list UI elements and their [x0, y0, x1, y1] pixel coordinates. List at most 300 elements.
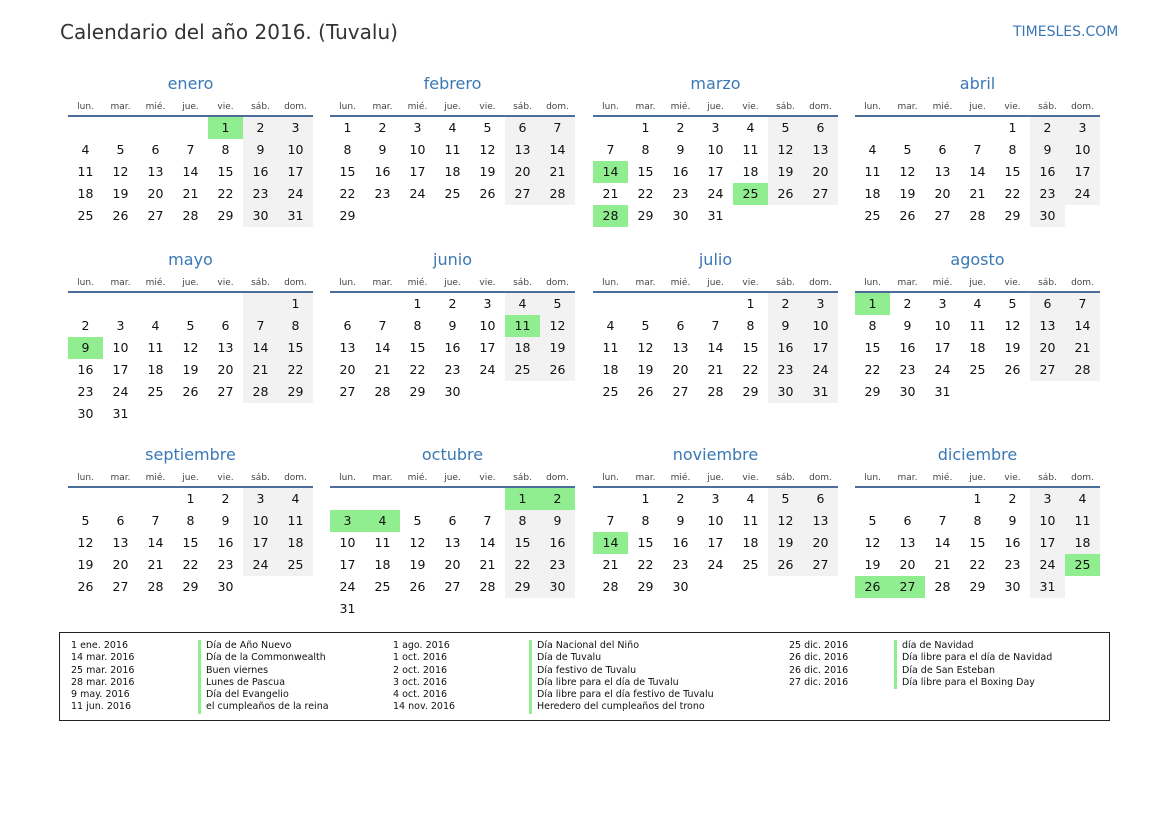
- week-row: [855, 161, 1100, 183]
- day-cell: 6: [151, 142, 160, 157]
- weekday-label: mar.: [635, 473, 656, 483]
- holiday-day-cell: 28: [593, 205, 628, 227]
- day-cell: 6: [803, 117, 838, 139]
- legend-holiday-name: Día libre para el día de Tuvalu: [529, 677, 714, 689]
- day-cell: 13: [505, 139, 540, 161]
- day-cell: 30: [243, 205, 278, 227]
- day-cell: 5: [768, 117, 803, 139]
- day-cell: 29: [409, 384, 426, 399]
- week-row: [855, 359, 1100, 381]
- weekday-label: sáb.: [776, 102, 795, 112]
- day-cell: 19: [479, 164, 496, 179]
- week-row: [330, 488, 575, 510]
- empty-day-cell: [470, 488, 505, 510]
- day-cell: 24: [934, 362, 951, 377]
- legend-date: 28 mar. 2016: [71, 676, 135, 688]
- day-cell: 26: [409, 579, 426, 594]
- day-cell: 28: [969, 208, 986, 223]
- week-row: [68, 381, 313, 403]
- weekday-label: vie.: [1004, 102, 1021, 112]
- week-row: [593, 183, 838, 205]
- day-cell: 16: [1004, 535, 1021, 550]
- legend-holiday-name: Día Nacional del Niño: [529, 640, 714, 652]
- day-cell: 16: [672, 535, 689, 550]
- day-cell: 16: [899, 340, 916, 355]
- day-cell: 25: [969, 362, 986, 377]
- day-cell: 28: [147, 579, 164, 594]
- empty-day-cell: [103, 293, 138, 315]
- legend-col-1-dates: [71, 640, 134, 714]
- empty-day-cell: [768, 576, 803, 598]
- day-cell: 17: [112, 362, 129, 377]
- day-cell: 7: [186, 142, 195, 157]
- weekday-label: lun.: [864, 473, 881, 483]
- month-name: diciembre: [937, 445, 1018, 464]
- holiday-legend: [59, 632, 1110, 721]
- weekday-label: dom.: [1071, 278, 1094, 288]
- day-cell: 3: [278, 117, 313, 139]
- day-cell: 9: [903, 318, 912, 333]
- day-cell: 23: [672, 557, 689, 572]
- day-cell: 26: [768, 554, 803, 576]
- day-cell: 12: [864, 535, 881, 550]
- day-cell: 3: [938, 296, 947, 311]
- empty-day-cell: [803, 576, 838, 598]
- day-cell: 26: [637, 384, 654, 399]
- day-cell: 20: [672, 362, 689, 377]
- day-cell: 22: [409, 362, 426, 377]
- empty-day-cell: [960, 381, 995, 403]
- day-cell: 15: [505, 532, 540, 554]
- weekday-label: mar.: [110, 473, 131, 483]
- weekday-label: mié.: [145, 473, 166, 483]
- legend-holiday-name: Heredero del cumpleaños del trono: [529, 701, 714, 713]
- weekday-label: sáb.: [251, 278, 270, 288]
- day-cell: 27: [505, 183, 540, 205]
- month-octubre: [330, 445, 575, 620]
- week-row: [855, 554, 1100, 576]
- day-cell: 7: [938, 513, 947, 528]
- weekday-label: dom.: [546, 278, 569, 288]
- day-cell: 5: [540, 293, 575, 315]
- day-cell: 1: [746, 296, 755, 311]
- day-cell: 14: [479, 535, 496, 550]
- day-cell: 4: [81, 142, 90, 157]
- day-cell: 28: [243, 381, 278, 403]
- week-row: [855, 293, 1100, 315]
- day-cell: 20: [899, 557, 916, 572]
- day-cell: 9: [676, 513, 685, 528]
- day-cell: 9: [676, 142, 685, 157]
- day-cell: 26: [77, 579, 94, 594]
- legend-holiday-name: Lunes de Pascua: [198, 677, 329, 689]
- day-cell: 27: [934, 208, 951, 223]
- day-cell: 5: [903, 142, 912, 157]
- weekday-label: vie.: [479, 473, 496, 483]
- day-cell: 2: [676, 120, 685, 135]
- legend-col-2-dates: [393, 640, 455, 714]
- day-cell: 15: [742, 340, 759, 355]
- weekday-label: mié.: [932, 473, 953, 483]
- day-cell: 31: [278, 205, 313, 227]
- day-cell: 17: [707, 164, 724, 179]
- empty-day-cell: [593, 488, 628, 510]
- weekday-header: [330, 94, 575, 117]
- weekday-label: sáb.: [1038, 102, 1057, 112]
- day-cell: 26: [479, 186, 496, 201]
- day-cell: 17: [278, 161, 313, 183]
- day-cell: 7: [483, 513, 492, 528]
- day-cell: 13: [147, 164, 164, 179]
- day-cell: 17: [479, 340, 496, 355]
- day-cell: 27: [1030, 359, 1065, 381]
- week-row: [330, 510, 575, 532]
- day-cell: 15: [278, 337, 313, 359]
- day-cell: 31: [707, 208, 724, 223]
- weekday-label: jue.: [444, 102, 461, 112]
- day-cell: 29: [637, 208, 654, 223]
- month-enero: [68, 74, 313, 227]
- empty-day-cell: [173, 293, 208, 315]
- empty-day-cell: [890, 488, 925, 510]
- weekday-label: jue.: [182, 278, 199, 288]
- day-cell: 24: [1065, 183, 1100, 205]
- month-name: abril: [959, 74, 996, 93]
- day-cell: 12: [768, 510, 803, 532]
- week-row: [855, 488, 1100, 510]
- day-cell: 13: [672, 340, 689, 355]
- week-row: [855, 205, 1100, 227]
- day-cell: 22: [217, 186, 234, 201]
- week-row: [593, 554, 838, 576]
- day-cell: 11: [147, 340, 164, 355]
- legend-date: 25 mar. 2016: [71, 664, 135, 676]
- day-cell: 17: [409, 164, 426, 179]
- day-cell: 4: [746, 120, 755, 135]
- day-cell: 8: [278, 315, 313, 337]
- day-cell: 24: [707, 186, 724, 201]
- day-cell: 30: [672, 208, 689, 223]
- weekday-label: dom.: [284, 102, 307, 112]
- weekday-label: dom.: [546, 102, 569, 112]
- week-row: [855, 576, 1100, 598]
- week-row: [68, 205, 313, 227]
- weekday-label: dom.: [1071, 102, 1094, 112]
- week-row: [68, 403, 313, 425]
- week-row: [593, 510, 838, 532]
- month-marzo: [593, 74, 838, 227]
- day-cell: 16: [444, 340, 461, 355]
- weekday-label: mié.: [407, 473, 428, 483]
- weekday-header: [330, 465, 575, 488]
- day-cell: 7: [540, 117, 575, 139]
- weekday-label: mié.: [670, 278, 691, 288]
- day-cell: 15: [637, 535, 654, 550]
- day-cell: 21: [602, 186, 619, 201]
- day-cell: 24: [112, 384, 129, 399]
- week-row: [855, 510, 1100, 532]
- day-cell: 4: [151, 318, 160, 333]
- empty-day-cell: [505, 598, 540, 620]
- month-name: junio: [433, 250, 472, 269]
- day-cell: 26: [899, 208, 916, 223]
- day-cell: 10: [1065, 139, 1100, 161]
- day-cell: 2: [768, 293, 803, 315]
- day-cell: 6: [903, 513, 912, 528]
- empty-day-cell: [540, 381, 575, 403]
- day-cell: 4: [1065, 488, 1100, 510]
- day-cell: 8: [186, 513, 195, 528]
- legend-col-2-names: [529, 640, 714, 714]
- week-row: [330, 598, 575, 620]
- day-cell: 26: [768, 183, 803, 205]
- week-row: [593, 576, 838, 598]
- weekday-label: mié.: [407, 102, 428, 112]
- day-cell: 19: [768, 161, 803, 183]
- day-cell: 26: [540, 359, 575, 381]
- day-cell: 18: [969, 340, 986, 355]
- week-row: [330, 532, 575, 554]
- empty-day-cell: [68, 488, 103, 510]
- day-cell: 10: [278, 139, 313, 161]
- day-cell: 21: [969, 186, 986, 201]
- weekday-label: dom.: [284, 278, 307, 288]
- day-cell: 6: [1030, 293, 1065, 315]
- day-cell: 18: [602, 362, 619, 377]
- day-cell: 9: [448, 318, 457, 333]
- legend-holiday-name: Día libre para el día de Navidad: [894, 652, 1052, 664]
- week-row: [68, 337, 313, 359]
- day-cell: 22: [637, 186, 654, 201]
- weekday-label: lun.: [602, 278, 619, 288]
- day-cell: 19: [112, 186, 129, 201]
- month-julio: [593, 250, 838, 403]
- empty-day-cell: [278, 403, 313, 425]
- page-title: Calendario del año 2016. (Tuvalu): [60, 20, 398, 44]
- day-cell: 12: [540, 315, 575, 337]
- weekday-label: jue.: [969, 473, 986, 483]
- day-cell: 18: [278, 532, 313, 554]
- day-cell: 19: [899, 186, 916, 201]
- day-cell: 6: [116, 513, 125, 528]
- day-cell: 25: [505, 359, 540, 381]
- day-cell: 22: [742, 362, 759, 377]
- day-cell: 13: [217, 340, 234, 355]
- day-cell: 14: [147, 535, 164, 550]
- day-cell: 17: [339, 557, 356, 572]
- day-cell: 22: [278, 359, 313, 381]
- day-cell: 23: [1004, 557, 1021, 572]
- weekday-label: lun.: [339, 102, 356, 112]
- holiday-day-cell: 25: [1065, 554, 1100, 576]
- week-row: [330, 139, 575, 161]
- legend-holiday-name: Día libre para el Boxing Day: [894, 677, 1052, 689]
- empty-day-cell: [960, 117, 995, 139]
- weekday-header: [855, 270, 1100, 293]
- day-cell: 27: [217, 384, 234, 399]
- day-cell: 7: [378, 318, 387, 333]
- month-name: noviembre: [672, 445, 759, 464]
- day-cell: 19: [540, 337, 575, 359]
- month-febrero: [330, 74, 575, 227]
- day-cell: 20: [147, 186, 164, 201]
- day-cell: 1: [641, 120, 650, 135]
- day-cell: 10: [112, 340, 129, 355]
- holiday-day-cell: 27: [890, 576, 925, 598]
- day-cell: 24: [339, 579, 356, 594]
- legend-holiday-name: día de Navidad: [894, 640, 1052, 652]
- weekday-label: dom.: [809, 278, 832, 288]
- day-cell: 18: [864, 186, 881, 201]
- day-cell: 4: [278, 488, 313, 510]
- day-cell: 10: [803, 315, 838, 337]
- holiday-day-cell: 14: [593, 532, 628, 554]
- day-cell: 17: [243, 532, 278, 554]
- day-cell: 22: [182, 557, 199, 572]
- empty-day-cell: [1065, 205, 1100, 227]
- day-cell: 5: [1008, 296, 1017, 311]
- day-cell: 31: [112, 406, 129, 421]
- empty-day-cell: [540, 598, 575, 620]
- day-cell: 31: [803, 381, 838, 403]
- day-cell: 7: [973, 142, 982, 157]
- weekday-label: mié.: [407, 278, 428, 288]
- day-cell: 1: [413, 296, 422, 311]
- day-cell: 14: [540, 139, 575, 161]
- day-cell: 13: [899, 535, 916, 550]
- day-cell: 19: [409, 557, 426, 572]
- empty-day-cell: [138, 117, 173, 139]
- week-row: [593, 337, 838, 359]
- day-cell: 18: [742, 164, 759, 179]
- week-row: [330, 293, 575, 315]
- week-row: [68, 510, 313, 532]
- empty-day-cell: [1065, 381, 1100, 403]
- day-cell: 23: [899, 362, 916, 377]
- empty-day-cell: [278, 576, 313, 598]
- week-row: [68, 576, 313, 598]
- day-cell: 9: [540, 510, 575, 532]
- weekday-header: [330, 270, 575, 293]
- day-cell: 20: [803, 532, 838, 554]
- day-cell: 30: [768, 381, 803, 403]
- empty-day-cell: [505, 381, 540, 403]
- week-row: [330, 161, 575, 183]
- day-cell: 1: [1008, 120, 1017, 135]
- weekday-label: sáb.: [251, 102, 270, 112]
- legend-date: 26 dic. 2016: [789, 664, 849, 676]
- weekday-header: [593, 465, 838, 488]
- day-cell: 3: [711, 491, 720, 506]
- weekday-label: mié.: [145, 278, 166, 288]
- empty-day-cell: [435, 205, 470, 227]
- day-cell: 25: [602, 384, 619, 399]
- weekday-label: mar.: [897, 278, 918, 288]
- week-row: [330, 205, 575, 227]
- weekday-label: vie.: [1004, 473, 1021, 483]
- day-cell: 18: [147, 362, 164, 377]
- day-cell: 7: [243, 315, 278, 337]
- day-cell: 6: [343, 318, 352, 333]
- day-cell: 28: [479, 579, 496, 594]
- day-cell: 16: [672, 164, 689, 179]
- weekday-label: mar.: [635, 102, 656, 112]
- day-cell: 3: [1065, 117, 1100, 139]
- weekday-label: vie.: [742, 473, 759, 483]
- day-cell: 20: [444, 557, 461, 572]
- week-row: [855, 337, 1100, 359]
- empty-day-cell: [435, 598, 470, 620]
- week-row: [593, 205, 838, 227]
- day-cell: 4: [868, 142, 877, 157]
- empty-day-cell: [540, 205, 575, 227]
- holiday-day-cell: 1: [855, 293, 890, 315]
- empty-day-cell: [593, 293, 628, 315]
- empty-day-cell: [208, 403, 243, 425]
- week-row: [593, 139, 838, 161]
- weekday-label: mar.: [110, 278, 131, 288]
- day-cell: 22: [864, 362, 881, 377]
- day-cell: 20: [803, 161, 838, 183]
- day-cell: 25: [374, 579, 391, 594]
- weekday-label: dom.: [809, 102, 832, 112]
- legend-date: 2 oct. 2016: [393, 664, 448, 676]
- day-cell: 10: [707, 142, 724, 157]
- day-cell: 4: [505, 293, 540, 315]
- empty-day-cell: [365, 488, 400, 510]
- day-cell: 18: [374, 557, 391, 572]
- day-cell: 18: [505, 337, 540, 359]
- day-cell: 21: [934, 557, 951, 572]
- day-cell: 3: [243, 488, 278, 510]
- day-cell: 18: [444, 164, 461, 179]
- day-cell: 19: [768, 532, 803, 554]
- day-cell: 23: [768, 359, 803, 381]
- day-cell: 30: [444, 384, 461, 399]
- legend-col-3-dates: [789, 640, 848, 689]
- day-cell: 27: [112, 579, 129, 594]
- day-cell: 24: [409, 186, 426, 201]
- weekday-label: jue.: [182, 473, 199, 483]
- week-row: [593, 161, 838, 183]
- legend-date: 3 oct. 2016: [393, 676, 448, 688]
- day-cell: 2: [378, 120, 387, 135]
- week-row: [330, 381, 575, 403]
- week-row: [68, 554, 313, 576]
- empty-day-cell: [995, 381, 1030, 403]
- day-cell: 3: [413, 120, 422, 135]
- legend-holiday-name: Día del Evangelio: [198, 689, 329, 701]
- day-cell: 12: [182, 340, 199, 355]
- day-cell: 10: [339, 535, 356, 550]
- site-link[interactable]: TIMESLES.COM: [1013, 24, 1119, 40]
- day-cell: 14: [182, 164, 199, 179]
- day-cell: 11: [1065, 510, 1100, 532]
- empty-day-cell: [400, 598, 435, 620]
- empty-day-cell: [68, 293, 103, 315]
- legend-date: 1 oct. 2016: [393, 652, 448, 664]
- empty-day-cell: [855, 488, 890, 510]
- weekday-label: sáb.: [1038, 473, 1057, 483]
- empty-day-cell: [208, 293, 243, 315]
- day-cell: 27: [803, 183, 838, 205]
- day-cell: 14: [374, 340, 391, 355]
- day-cell: 17: [934, 340, 951, 355]
- day-cell: 20: [339, 362, 356, 377]
- empty-day-cell: [925, 488, 960, 510]
- day-cell: 21: [374, 362, 391, 377]
- holiday-day-cell: 2: [540, 488, 575, 510]
